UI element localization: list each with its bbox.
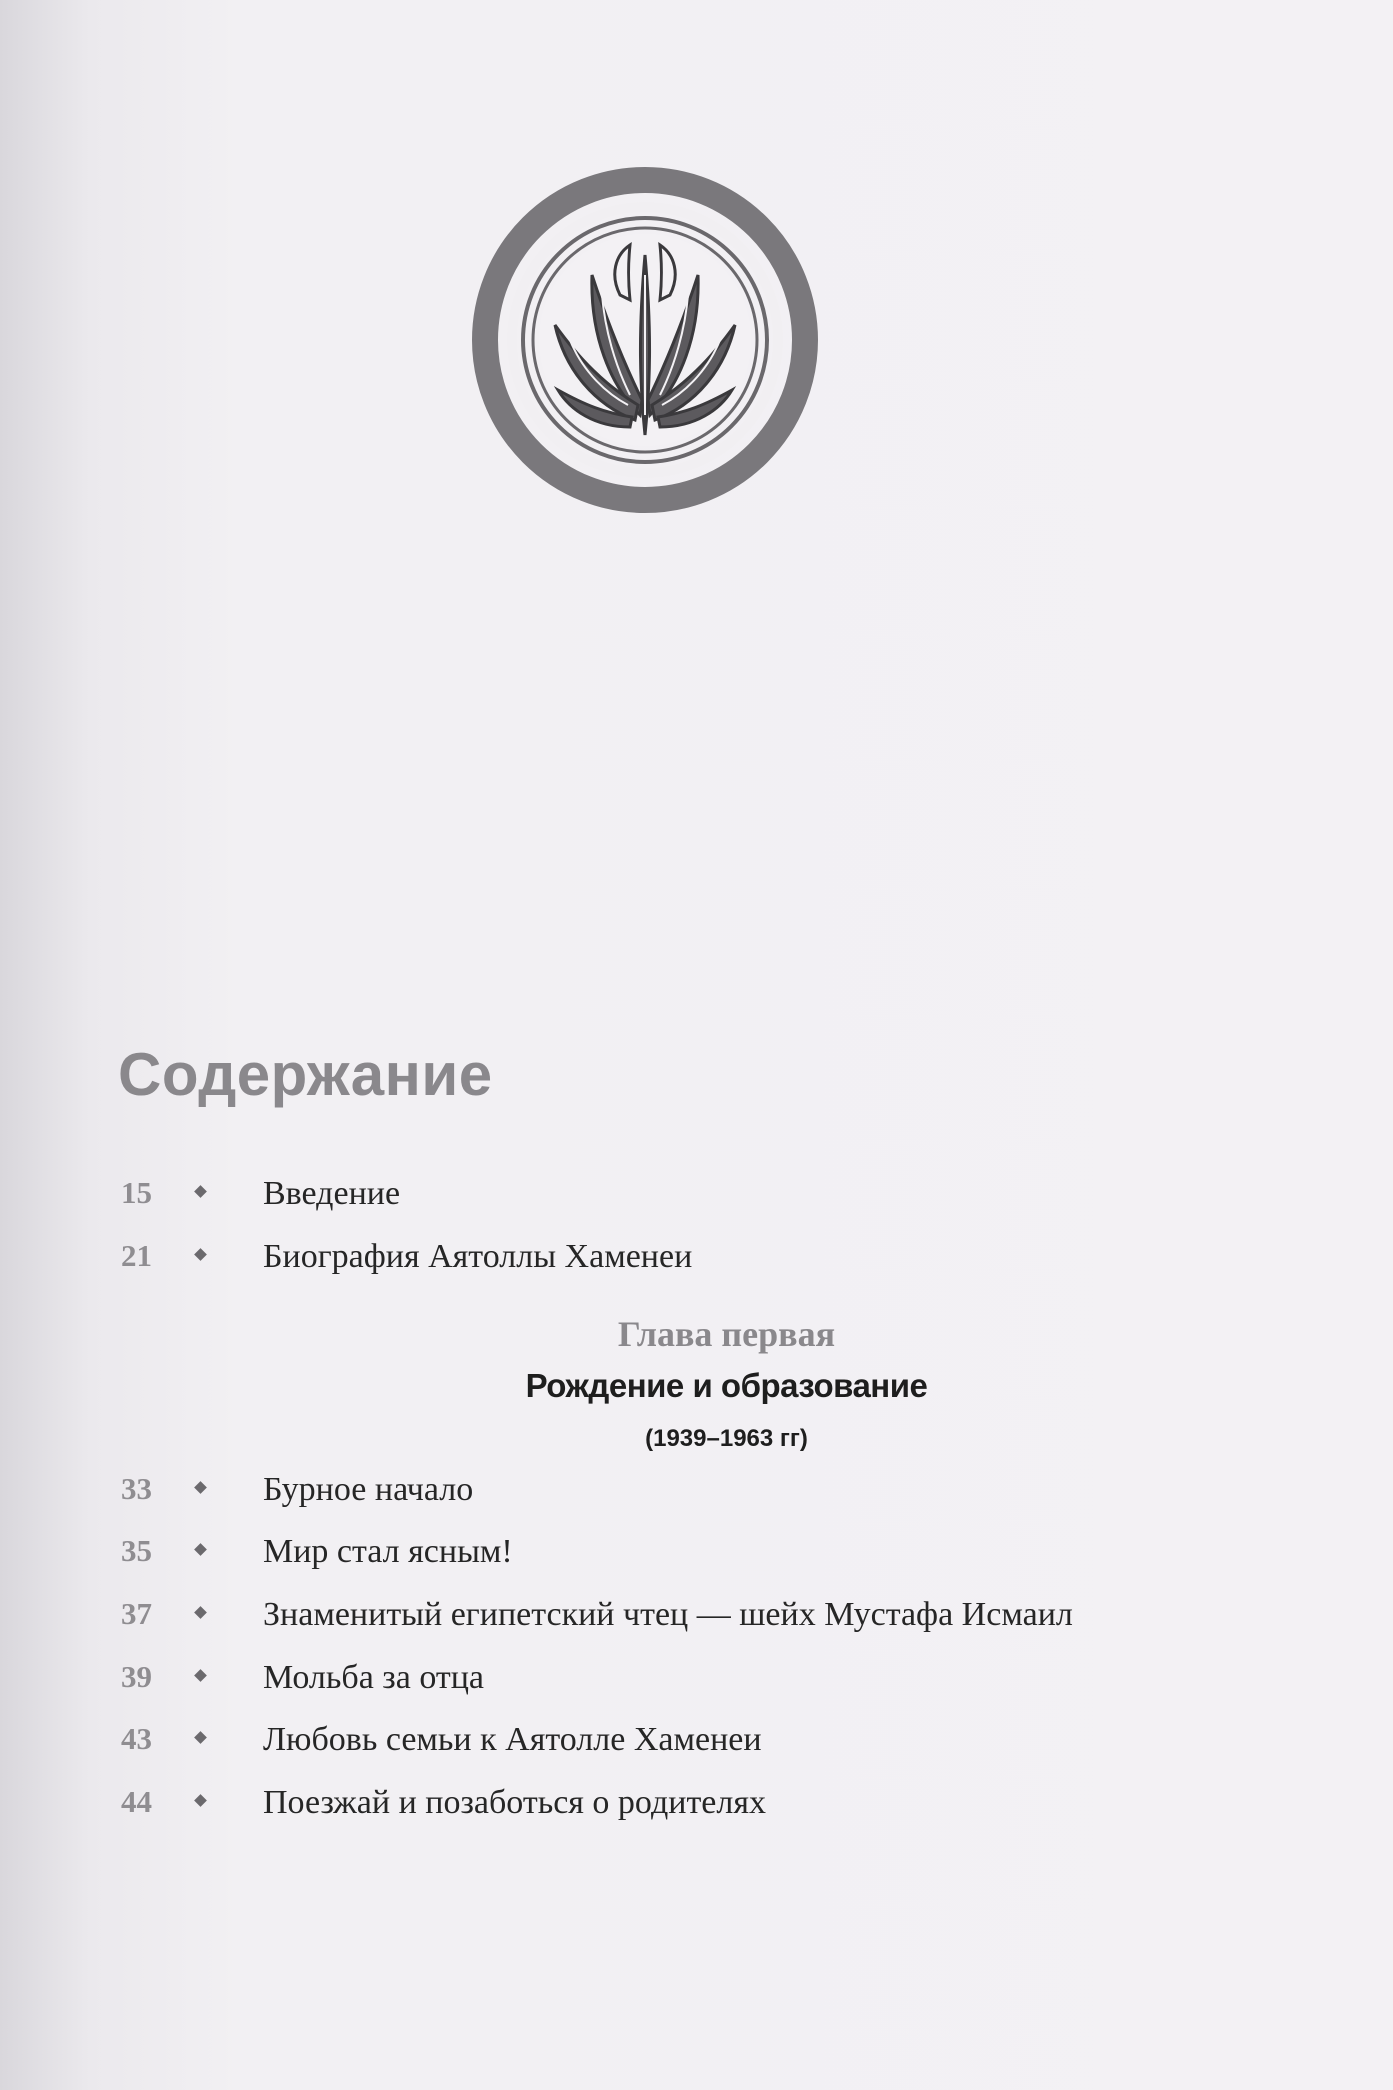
diamond-bullet-icon — [194, 1731, 207, 1744]
diamond-bullet-icon — [194, 1248, 207, 1261]
toc-entry[interactable] — [0, 1471, 1393, 1517]
toc-page-number: 37 — [121, 1596, 152, 1631]
toc-entry-title: Любовь семьи к Аятолле Хаменеи — [263, 1721, 762, 1758]
toc-page-number: 33 — [121, 1471, 152, 1506]
toc-entry[interactable] — [0, 1784, 1393, 1830]
toc-page-number: 44 — [121, 1784, 152, 1819]
chapter-years: (1939–1963 гг) — [645, 1425, 808, 1452]
toc-heading: Содержание — [118, 1041, 493, 1108]
toc-entry[interactable] — [0, 1596, 1393, 1642]
chapter-label: Глава первая — [617, 1314, 836, 1354]
toc-entry[interactable] — [0, 1721, 1393, 1767]
toc-entry[interactable] — [0, 1533, 1393, 1579]
toc-entry-title: Бурное начало — [263, 1471, 474, 1508]
diamond-bullet-icon — [194, 1185, 207, 1198]
toc-entry-title: Мир стал ясным! — [263, 1533, 513, 1570]
chapter-title: Рождение и образование — [525, 1367, 928, 1404]
diamond-bullet-icon — [194, 1606, 207, 1619]
toc-page-number: 15 — [121, 1175, 152, 1210]
toc-entry-title: Мольба за отца — [263, 1659, 485, 1696]
diamond-bullet-icon — [194, 1669, 207, 1682]
diamond-bullet-icon — [194, 1481, 207, 1494]
diamond-bullet-icon — [194, 1543, 207, 1556]
toc-page-number: 35 — [121, 1533, 152, 1568]
toc-entry[interactable] — [0, 1175, 1393, 1221]
toc-page-number: 21 — [121, 1238, 152, 1273]
toc-entry-title: Введение — [263, 1175, 401, 1212]
diamond-bullet-icon — [194, 1794, 207, 1807]
toc-entry-title: Поезжай и позаботься о родителях — [263, 1784, 766, 1821]
toc-entry-title: Знаменитый египетский чтец — шейх Мустафа Исмаил — [263, 1596, 1073, 1633]
toc-entry[interactable] — [0, 1238, 1393, 1284]
circular-floral-medallion-icon — [470, 165, 820, 515]
toc-page-number: 39 — [121, 1659, 152, 1694]
toc-page-number: 43 — [121, 1721, 152, 1756]
toc-entry-title: Биография Аятоллы Хаменеи — [263, 1238, 693, 1275]
toc-entry[interactable] — [0, 1659, 1393, 1705]
